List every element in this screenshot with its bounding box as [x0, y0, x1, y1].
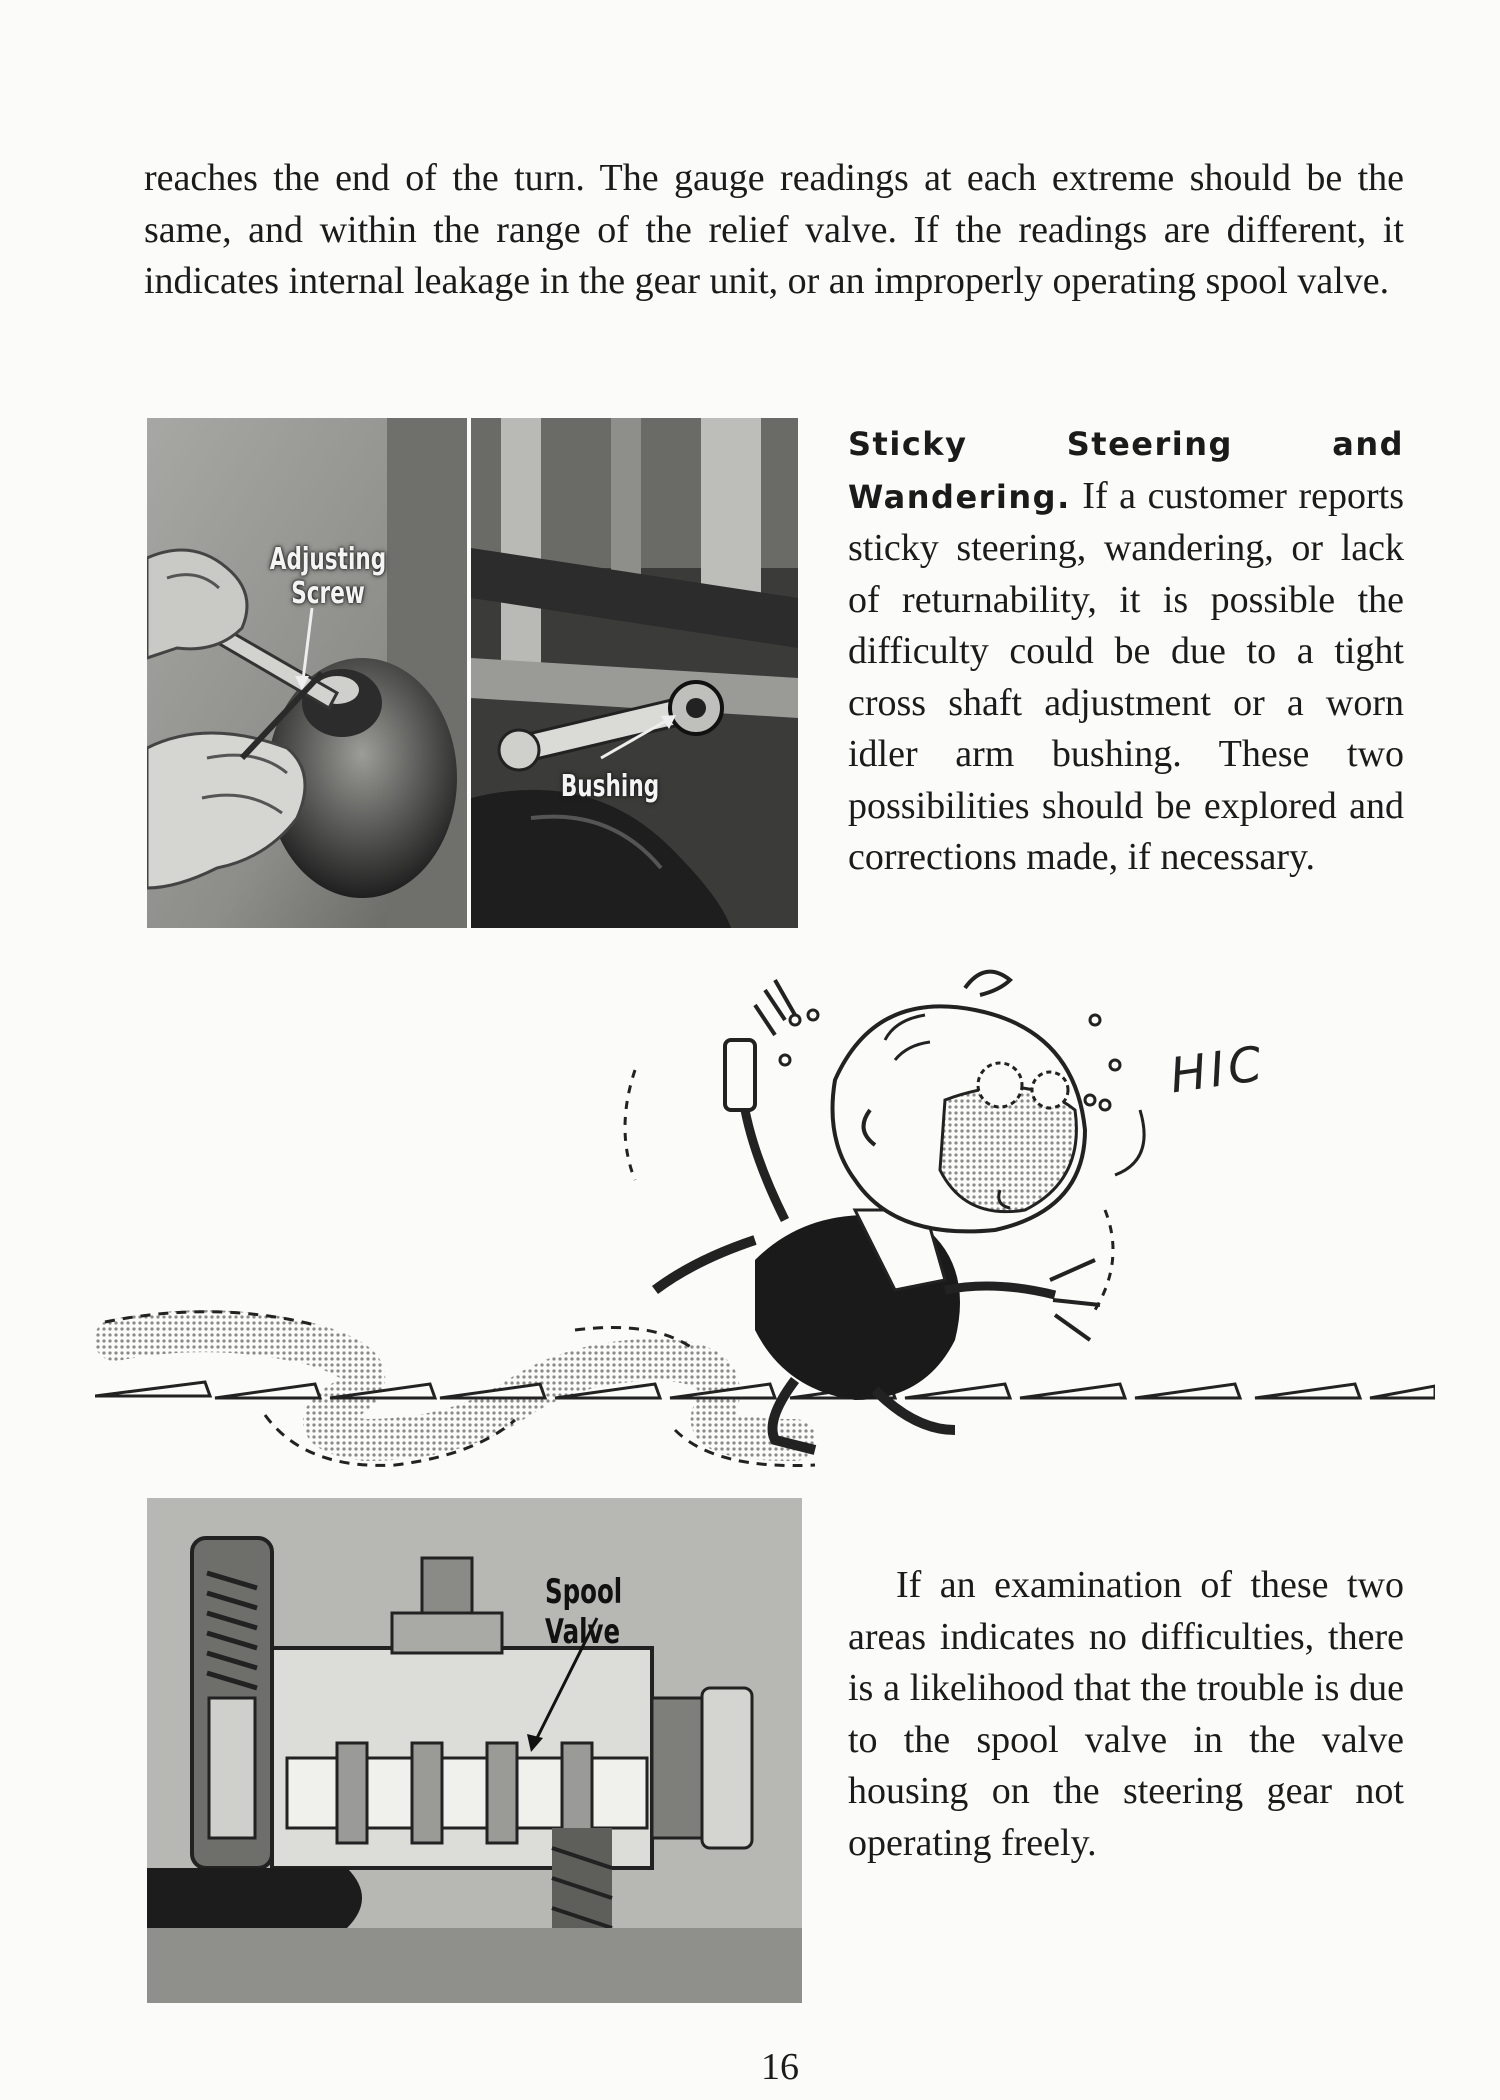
hic-text: HIC — [1166, 1035, 1270, 1105]
examination-body: If an examination of these two areas indicates no difficulties, there is a likelihood that the trouble is due to the spool valve in the valve housing on the steering gear not operating freely. — [848, 1564, 1404, 1864]
adjusting-screw-photo — [147, 418, 467, 928]
sticky-steering-body: If a customer reports sticky steering, wandering, or lack of returnability, it is possible the difficulty could be due to a tight cross shaft adjustment or a worn idler arm bushing. These two possibilities should be explored and corrections made, if necessary. — [848, 474, 1404, 878]
wandering-man-cartoon — [95, 960, 1435, 1480]
adjusting-screw-label: Adjusting Screw — [269, 542, 387, 611]
spool-valve-label: Spool Valve — [545, 1572, 623, 1652]
page-number: 16 — [761, 2046, 799, 2088]
sticky-steering-heading: Sticky Steering and Wandering. — [848, 425, 1404, 516]
examination-paragraph — [848, 1560, 1404, 1869]
intro-paragraph: reaches the end of the turn. The gauge readings at each extreme should be the same, and within the range of the relief valve. If the readings are different, it indicates internal leakage in the gear unit, or an improperly operating spool valve. — [144, 157, 1404, 302]
sticky-steering-paragraph — [848, 418, 1404, 884]
bushing-photo — [471, 418, 798, 928]
spool-valve-photo — [147, 1498, 802, 2003]
bushing-label: Bushing — [560, 769, 660, 804]
